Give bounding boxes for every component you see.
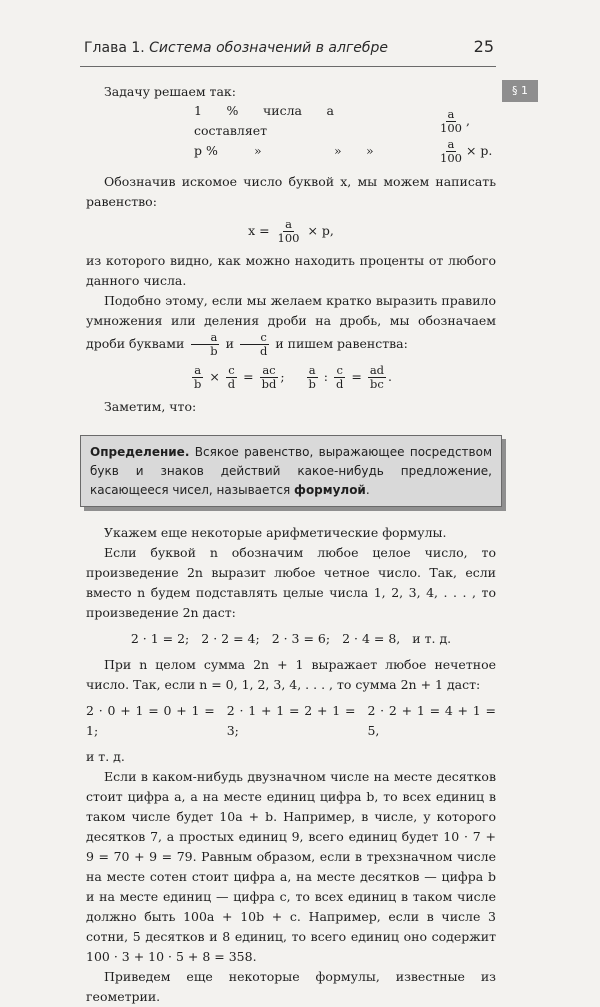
percent-row-2: p % » » » $\frac{a}{100}$ × p. bbox=[194, 136, 493, 165]
paragraph-geometry: Приведем еще некоторые формулы, известные из геометрии. bbox=[86, 969, 496, 1004]
definition-box: Определение. Всякое равенство, выражающее посредством букв и знаков действий какое-нибудь предложение, касающееся чисел, называется формулой. bbox=[80, 435, 502, 507]
ditto-mark: » bbox=[366, 143, 374, 158]
paragraph-fractions: Подобно этому, если мы желаем кратко выразить правило умножения или деления дроби на дробь, мы обозначаем дроби буквами $\frac{a}{b}$ и $\frac{c}{d}$ и пишем равенства: bbox=[86, 293, 496, 358]
page-body bbox=[86, 82, 496, 1007]
intro-paragraph: Задачу решаем так: bbox=[104, 84, 236, 99]
fraction-a-over-b: $\frac{a}{b}$ bbox=[190, 331, 219, 358]
definition-term: формулой bbox=[294, 483, 366, 497]
ditto-mark: » bbox=[334, 143, 342, 158]
fraction-c-over-d: $\frac{c}{d}$ bbox=[240, 331, 269, 358]
paragraph-odd: При n целом сумма 2n + 1 выражает любое нечетное число. Так, если n = 0, 1, 2, 3, 4, . . . , то сумма 2n + 1 даст: bbox=[86, 657, 496, 692]
fraction-a-over-100: $\frac{a}{100}$ bbox=[277, 217, 300, 245]
ditto-mark: » bbox=[254, 143, 262, 158]
percent-row-1: 1 % числа a составляет a 100 , bbox=[194, 106, 496, 136]
fraction-a-over-100: $\frac{a}{100}$ bbox=[440, 136, 462, 165]
paragraph-notation: Обозначив искомое число буквой x, мы можем написать равенство: bbox=[86, 174, 496, 209]
formula-fraction-ops: $\frac{a}{b}$ × $\frac{c}{d}$ = $\frac{ac}{bd}$ ; $\frac{a}{b}$ : $\frac{c}{d}$ = $\frac{ad}{bc}$ . bbox=[193, 363, 393, 391]
etc-note: и т. д. bbox=[86, 749, 125, 764]
definition-title: Определение. bbox=[90, 445, 190, 459]
section-tab: § 1 bbox=[502, 80, 538, 102]
fraction-a-over-100: a 100 bbox=[440, 106, 462, 135]
odd-equations: 2 · 0 + 1 = 0 + 1 = 1; 2 · 1 + 1 = 2 + 1 = 3; 2 · 2 + 1 = 4 + 1 = 5, bbox=[86, 703, 496, 738]
paragraph-note: Заметим, что: bbox=[104, 399, 197, 414]
paragraph-digits: Если в каком-нибудь двузначном числе на месте десятков стоит цифра a, а на месте единиц цифра b, то всех единиц в таком числе будет 10a + b. Например, в числе, у которого десятков 7, а простых единиц 9, всего единиц будет 10 · 7 + 9 = 70 + 9 = 79. Равным образом, если в трехзначном числе на месте сотен стоит цифра a, на месте десятков — цифра b и на месте единиц — цифра c, то всех единиц в таком числе должно быть 100a + 10b + c. Например, если в числе 3 сотни, 5 десятков и 8 единиц, то всего единиц оно содержит 100 · 3 + 10 · 5 + 8 = 358. bbox=[86, 769, 496, 964]
page-number: 25 bbox=[473, 37, 494, 56]
paragraph-even: Если буквой n обозначим любое целое число, то произведение 2n выразит любое четное число. Так, если вместо n будем подставлять целые числа 1, 2, 3, 4, . . . , то произведение 2n даст: bbox=[86, 545, 496, 620]
paragraph-arith-formulas: Укажем еще некоторые арифметические формулы. bbox=[104, 525, 447, 540]
chapter-prefix: Глава 1. bbox=[84, 40, 145, 56]
paragraph-percent-use: из которого видно, как можно находить проценты от любого данного числа. bbox=[86, 253, 496, 288]
percent-p: p % bbox=[194, 143, 218, 158]
chapter-title: Система обозначений в алгебре bbox=[149, 40, 389, 56]
percent-row-1-text: 1 % числа a составляет bbox=[194, 103, 334, 138]
definition-text: Всякое равенство, выражающее посредством букв и знаков действий какое-нибудь предложение, касающееся чисел, называется bbox=[90, 445, 492, 497]
formula-percent: x = $\frac{a}{100}$ × p, bbox=[248, 217, 334, 245]
even-equations: 2 · 1 = 2; 2 · 2 = 4; 2 · 3 = 6; 2 · 4 = 8, и т. д. bbox=[130, 631, 452, 646]
percent-table bbox=[194, 103, 496, 166]
header-divider bbox=[80, 66, 496, 67]
chapter-heading bbox=[84, 40, 388, 56]
